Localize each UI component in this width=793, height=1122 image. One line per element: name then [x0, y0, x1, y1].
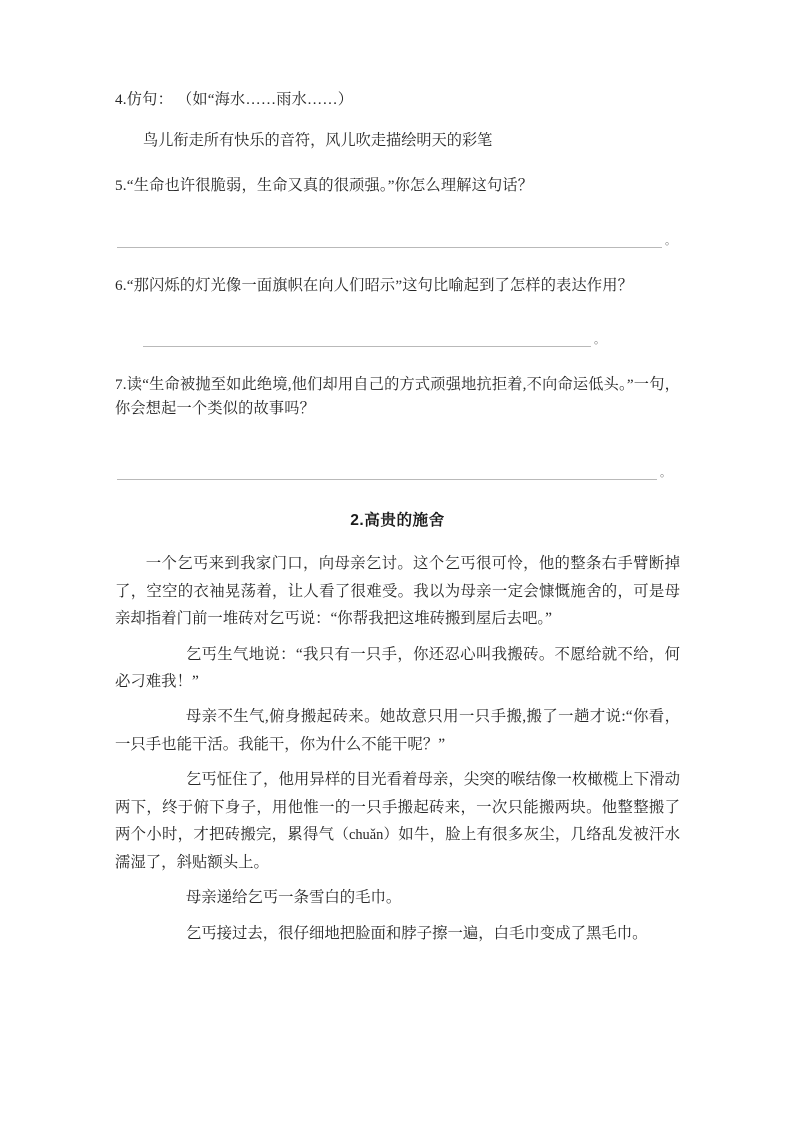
spacer: [115, 198, 680, 228]
answer-line-1-period: 。: [665, 234, 676, 247]
question-5-text: 5.“生命也许很脆弱，生命又真的很顽强。”你怎么理解这句话？: [115, 177, 534, 195]
answer-rule[interactable]: [117, 246, 662, 248]
article-paragraph: 乞丐怔住了，他用异样的目光看着母亲，尖突的喉结像一枚橄榄上下滑动两下，终于俯下身子，用他惟一的一只手搬起砖来，一次只能搬两块。他整整搬了两个小时，才把砖搬完，累得气（chuǎn）如牛，脸上有很多灰尘，几络乱发被汗水濡湿了，斜贴额头上。: [115, 771, 680, 871]
spacer: [115, 347, 680, 373]
answer-line-1[interactable]: [115, 228, 680, 248]
spacer: [115, 480, 680, 508]
article-title: 2.高贵的施舍: [350, 512, 445, 530]
spacer: [115, 420, 680, 460]
answer-line-2-period: 。: [594, 334, 605, 347]
spacer: [115, 248, 680, 274]
answer-rule[interactable]: [117, 478, 657, 480]
article-body: [115, 550, 680, 947]
article-paragraph: 乞丐生气地说：“我只有一只手，你还忍心叫我搬砖。不愿给就不给，何必刁难我！”: [115, 645, 680, 691]
article-paragraph: 母亲递给乞丐一条雪白的毛巾。: [185, 889, 402, 907]
spacer: [115, 152, 680, 174]
spacer: [115, 530, 680, 550]
question-6-text: 6.“那闪烁的灯光像一面旗帜在向人们昭示”这句比喻起到了怎样的表达作用？: [115, 276, 634, 294]
question-4-text: 4.仿句： （如“海水……雨水……）: [115, 91, 354, 108]
pinyin-annotation: （chuǎn）: [334, 827, 399, 844]
question-4-example: 鸟儿衔走所有快乐的音符，风儿吹走描绘明天的彩笔: [143, 131, 493, 149]
spacer: [115, 297, 680, 327]
question-7-text: 7.读“生命被抛至如此绝境,他们却用自己的方式顽强地抗拒着,不向命运低头。”一句，你会想起一个类似的故事吗？: [115, 376, 680, 417]
document-content: [115, 88, 680, 947]
article-paragraph: 一个乞丐来到我家门口，向母亲乞讨。这个乞丐很可怜，他的整条右手臂断掉了，空空的衣袖晃荡着，让人看了很难受。我以为母亲一定会慷慨施舍的，可是母亲却指着门前一堆砖对乞丐说：“你帮我把这堆砖搬到屋后去吧。”: [115, 555, 680, 628]
answer-line-3[interactable]: [115, 460, 680, 480]
article-paragraph: 乞丐接过去，很仔细地把脸面和脖子擦一遍，白毛巾变成了黑毛巾。: [185, 924, 648, 942]
answer-rule[interactable]: [143, 345, 591, 347]
answer-line-2[interactable]: [115, 327, 680, 347]
answer-line-3-period: 。: [660, 467, 671, 480]
spacer: [115, 112, 680, 129]
article-paragraph: 母亲不生气,俯身搬起砖来。她故意只用一只手搬,搬了一趟才说:“你看，一只手也能干活。我能干，你为什么不能干呢？”: [115, 708, 680, 753]
